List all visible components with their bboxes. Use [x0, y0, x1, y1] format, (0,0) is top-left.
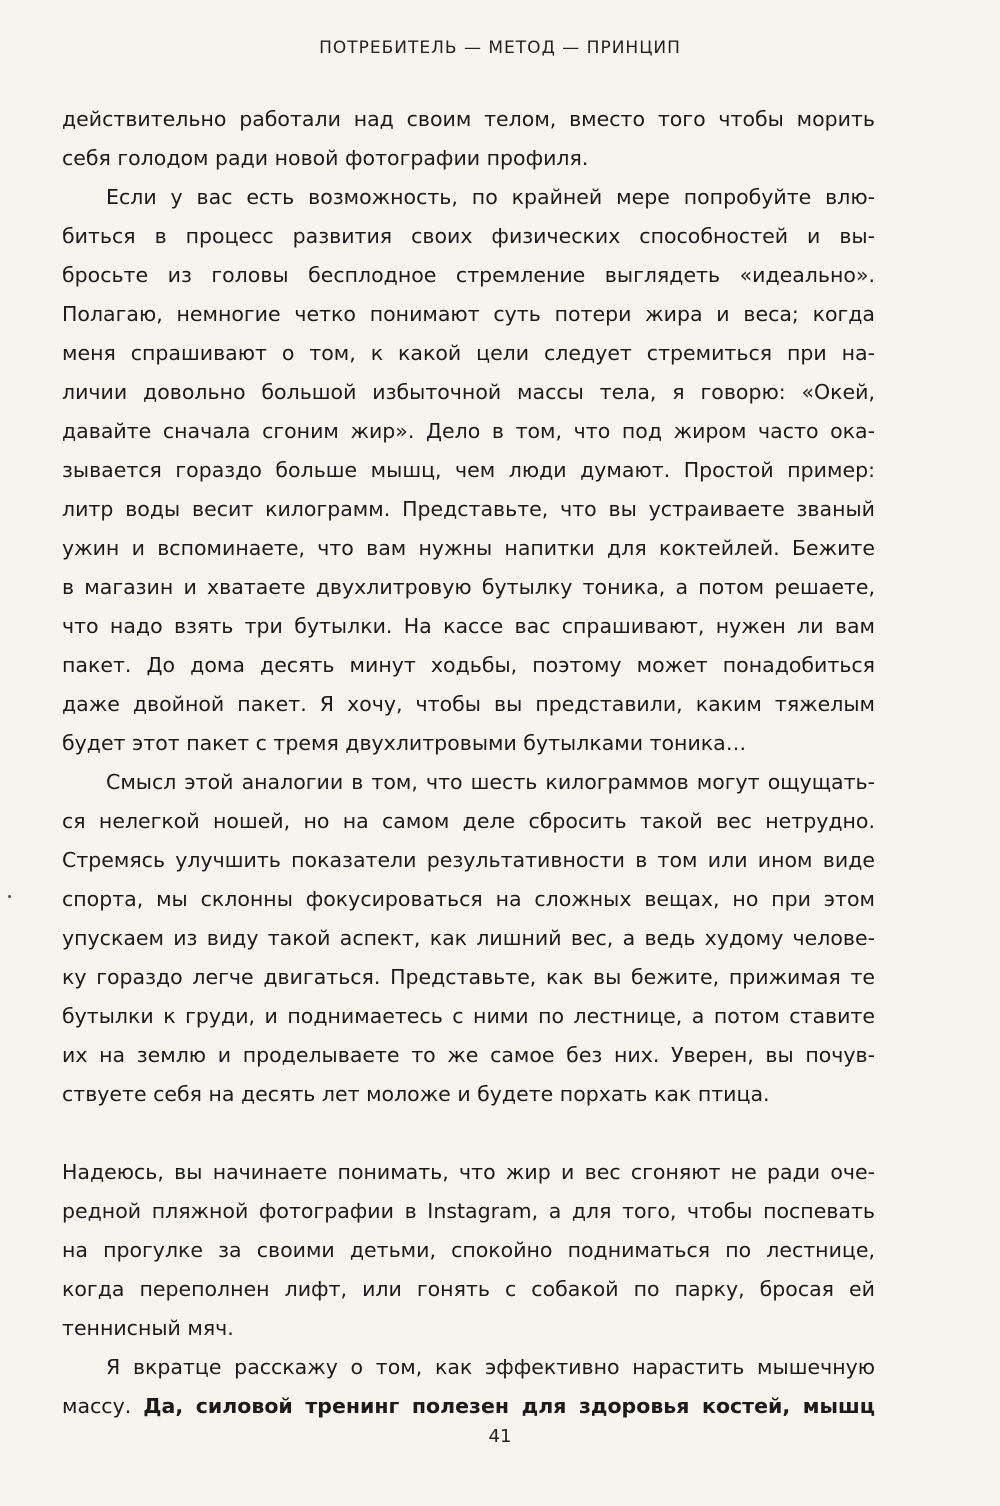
text-line: редной пляжной фотографии в Instagram, а для того, чтобы поспевать [62, 1199, 875, 1223]
paragraph [62, 1153, 875, 1348]
text-line: спорта, мы склонны фокусироваться на сложных вещах, но при этом [62, 887, 875, 911]
text-line: Если у вас есть возможность, по крайней мере попробуйте влю- [106, 185, 875, 209]
text-line: ужин и вспоминаете, что вам нужны напитки для коктейлей. Бежите [62, 536, 875, 560]
text-line: бросьте из головы бесплодное стремление выглядеть «идеально». [62, 263, 875, 287]
text-line: Стремясь улучшить показатели результативности в том или ином виде [62, 848, 875, 872]
text-line: ся нелегкой ношей, но на самом деле сбросить такой вес нетрудно. [62, 809, 875, 833]
text-line: их на землю и проделываете то же самое без них. Уверен, вы почув- [62, 1043, 875, 1067]
text-line: будет этот пакет с тремя двухлитровыми бутылками тоника… [62, 731, 747, 755]
regular-text: массу. [62, 1394, 144, 1418]
paragraph [62, 178, 875, 763]
body-text [62, 100, 875, 1426]
paragraph [62, 100, 875, 178]
running-header: ПОТРЕБИТЕЛЬ — МЕТОД — ПРИНЦИП [319, 38, 681, 58]
text-line: ствуете себя на десять лет моложе и будете порхать как птица. [62, 1082, 770, 1106]
text-line: Надеюсь, вы начинаете понимать, что жир и вес сгоняют не ради оче- [62, 1160, 875, 1184]
text-line: литр воды весит килограмм. Представьте, что вы устраиваете званый [62, 497, 875, 521]
text-line: что надо взять три бутылки. На кассе вас спрашивают, нужен ли вам [62, 614, 875, 638]
text-line: пакет. До дома десять минут ходьбы, поэтому может понадобиться [62, 653, 875, 677]
text-line: действительно работали над своим телом, вместо того чтобы морить [62, 107, 875, 131]
paragraph [62, 763, 875, 1114]
text-line: личии довольно большой избыточной массы тела, я говорю: «Окей, [62, 380, 875, 404]
text-line: в магазин и хватаете двухлитровую бутылку тоника, а потом решаете, [62, 575, 875, 599]
text-line: упускаем из виду такой аспект, как лишний вес, а ведь худому челове- [62, 926, 875, 950]
text-line: меня спрашивают о том, к какой цели следует стремиться при на- [62, 341, 875, 365]
scan-speck [8, 895, 11, 898]
text-line: зывается гораздо больше мышц, чем люди думают. Простой пример: [62, 458, 875, 482]
page-number: 41 [488, 1426, 512, 1447]
text-line: даже двойной пакет. Я хочу, чтобы вы представили, каким тяжелым [62, 692, 875, 716]
text-line: на прогулке за своими детьми, спокойно подниматься по лестнице, [62, 1238, 875, 1262]
text-line: когда переполнен лифт, или гонять с собакой по парку, бросая ей [62, 1277, 875, 1301]
text-line: бутылки к груди, и поднимаетесь с ними по лестнице, а потом ставите [62, 1004, 875, 1028]
text-line-mixed [62, 1387, 875, 1426]
paragraph [62, 1348, 875, 1426]
text-line: биться в процесс развития своих физических способностей и вы- [62, 224, 875, 248]
text-line: Я вкратце расскажу о том, как эффективно нарастить мышечную [106, 1355, 875, 1379]
text-line: Полагаю, немногие четко понимают суть потери жира и веса; когда [62, 302, 875, 326]
text-line: Смысл этой аналогии в том, что шесть килограммов могут ощущать- [106, 770, 875, 794]
bold-emphasis: Да, силовой тренинг полезен для здоровья костей, мышц [143, 1394, 876, 1418]
text-line: теннисный мяч. [62, 1316, 234, 1340]
text-line: себя голодом ради новой фотографии профиля. [62, 146, 589, 170]
text-line: давайте сначала сгоним жир». Дело в том, что под жиром часто ока- [62, 419, 875, 443]
text-line: ку гораздо легче двигаться. Представьте, как вы бежите, прижимая те [62, 965, 875, 989]
